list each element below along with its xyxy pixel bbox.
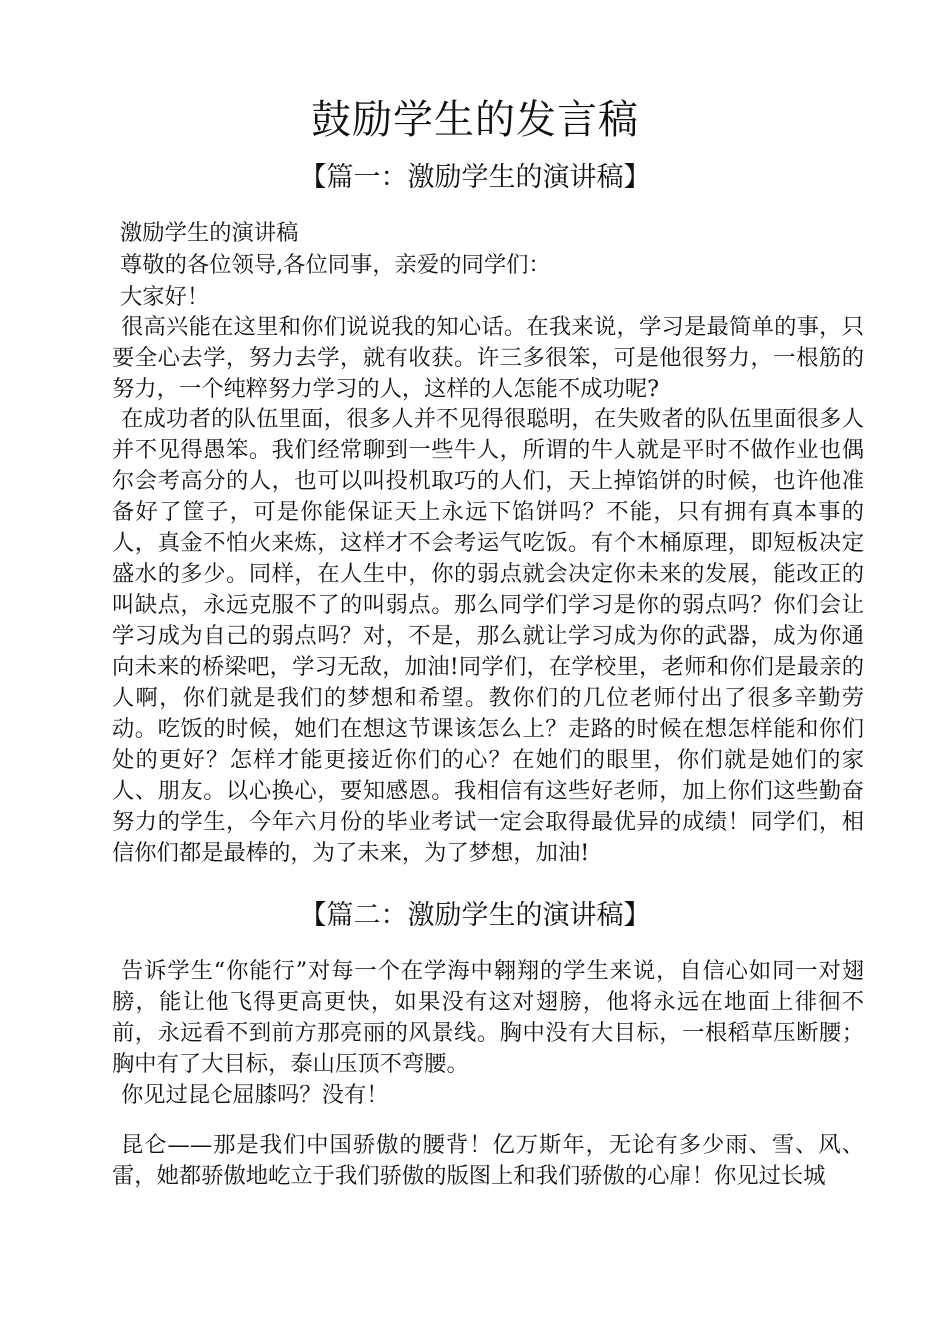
section-1-paragraph: 在成功者的队伍里面，很多人并不见得很聪明，在失败者的队伍里面很多人并不见得愚笨。我们经常聊到一些牛人，所谓的牛人就是平时不做作业也偶尔会考高分的人，也可以叫投机取巧的人们，天上掉馅饼的时候，也许他准备好了筐子，可是你能保证天上永远下馅饼吗？不能，只有拥有真本事的人，真金不怕火来炼，这样才不会考运气吃饭。有个木桶原理，即短板决定盛水的多少。同样，在人生中，你的弱点就会决定你未来的发展，能改正的叫缺点，永远克服不了的叫弱点。那么同学们学习是你的弱点吗？你们会让学习成为自己的弱点吗？对，不是，那么就让学习成为你的武器，成为你通向未来的桥梁吧，学习无敌，加油!同学们，在学校里，老师和你们是最亲的人啊，你们就是我们的梦想和希望。教你们的几位老师付出了很多辛勤劳动。吃饭的时候，她们在想这节课该怎么上？走路的时候在想怎样能和你们处的更好？怎样才能更接近你们的心？在她们的眼里，你们就是她们的家人、朋友。以心换心，要知感恩。我相信有这些好老师，加上你们这些勤奋努力的学生，今年六月份的毕业考试一定会取得最优异的成绩！同学们，相信你们都是最棒的，为了未来，为了梦想，加油! [112,406,864,866]
section-2-paragraph: 你见过昆仑屈膝吗？没有！ [121,1082,389,1108]
greeting: 大家好！ [120,284,210,310]
section-2-paragraph: 昆仑——那是我们中国骄傲的腰背！亿万斯年，无论有多少雨、雪、风、雷，她都骄傲地屹立于我们骄傲的版图上和我们骄傲的心扉！你见过长城 [112,1132,864,1189]
section-2-heading: 【篇二：激励学生的演讲稿】 [299,900,651,931]
section-1-paragraph: 很高兴能在这里和你们说说我的知心话。在我来说，学习是最简单的事，只要全心去学，努力去学，就有收获。许三多很笨，可是他很努力，一根筋的努力，一个纯粹努力学习的人，这样的人怎能不成功呢? [112,314,864,402]
salutation: 尊敬的各位领导,各位同事，亲爱的同学们： [120,252,551,278]
section-1-heading: 【篇一：激励学生的演讲稿】 [299,162,651,193]
section-2-paragraph: 告诉学生“你能行”对每一个在学海中翱翔的学生来说，自信心如同一对翅膀，能让他飞得更高更快，如果没有这对翅膀，他将永远在地面上徘徊不前，永远看不到前方那亮丽的风景线。胸中没有大目标，一根稻草压断腰；胸中有了大目标，泰山压顶不弯腰。 [112,958,864,1077]
document-title: 鼓励学生的发言稿 [311,97,639,143]
section-1-subtitle: 激励学生的演讲稿 [120,220,299,246]
